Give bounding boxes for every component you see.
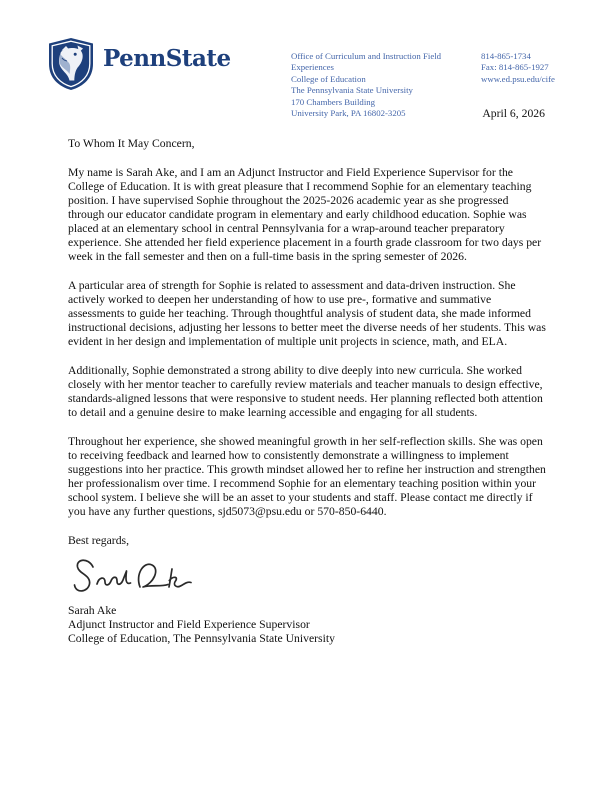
phone-number: 814-865-1734 <box>481 51 531 61</box>
paragraph-3: Additionally, Sophie demonstrated a strong ability to dive deeply into new curricula. She worked closely with her mentor teacher to carefully review materials and teacher manuals to design effective, standards-aligned lessons that were responsive to student needs. Her planning reflected both attention to detail and a genuine desire to make learning accessible and engaging for all students. <box>68 364 543 419</box>
handwritten-signature <box>70 554 205 600</box>
letter-date: April 6, 2026 <box>482 107 545 120</box>
address-line: University Park, PA 16802-3205 <box>291 108 406 119</box>
website-url: www.ed.psu.edu/cife <box>481 73 555 84</box>
signer-title: Adjunct Instructor and Field Experience Supervisor <box>68 618 310 631</box>
penn-state-wordmark: PennState <box>103 44 231 72</box>
penn-state-shield-icon <box>48 37 94 91</box>
penn-state-logo <box>48 37 231 91</box>
letterhead-address <box>291 51 481 119</box>
fax-number: Fax: 814-865-1927 <box>481 62 549 73</box>
address-line: Office of Curriculum and Instruction Field Experiences <box>291 51 442 73</box>
signer-name: Sarah Ake <box>68 604 117 617</box>
paragraph-4: Throughout her experience, she showed meaningful growth in her self-reflection skills. She was open to receiving feedback and learned how to consistently demonstrate a willingness to implement suggestions into her practice. This growth mindset allowed her to refine her instruction and strengthen her professionalism over time. I recommend Sophie for an elementary teaching position within your school system. I believe she will be an asset to your students and staff. Please contact me directly if you have any further questions, sjd5073@psu.edu or 570-850-6440. <box>68 435 546 518</box>
paragraph-2: A particular area of strength for Sophie is related to assessment and data-driven instruction. She actively worked to deepen her understanding of how to use pre-, formative and summative assessments to guide her teaching. Through thoughtful analysis of student data, she made informed instructional decisions, adjusting her lessons to better meet the diverse needs of her students. This was evident in her design and implementation of multiple unit projects in science, math, and ELA. <box>68 279 546 348</box>
letterhead-contact <box>481 51 596 85</box>
address-line: 170 Chambers Building <box>291 96 376 107</box>
address-line: College of Education <box>291 73 366 84</box>
salutation: To Whom It May Concern, <box>68 137 195 150</box>
closing: Best regards, <box>68 534 130 547</box>
signature-block <box>68 604 546 646</box>
address-line: The Pennsylvania State University <box>291 85 413 96</box>
signer-affiliation: College of Education, The Pennsylvania State University <box>68 632 335 645</box>
letter-body <box>68 137 546 646</box>
paragraph-1: My name is Sarah Ake, and I am an Adjunct Instructor and Field Experience Supervisor for the College of Education. It is with great pleasure that I recommend Sophie for an elementary teaching position. I have supervised Sophie throughout the 2025-2026 academic year as she progressed through our educator candidate program in elementary and early childhood education. Sophie was placed at an elementary school in central Pennsylvania for a wrap-around teacher preparatory experience. She attended her field experience placement in a fourth grade classroom for two days per week in the fall semester and then on a full-time basis in the spring semester of 2026. <box>68 166 542 263</box>
